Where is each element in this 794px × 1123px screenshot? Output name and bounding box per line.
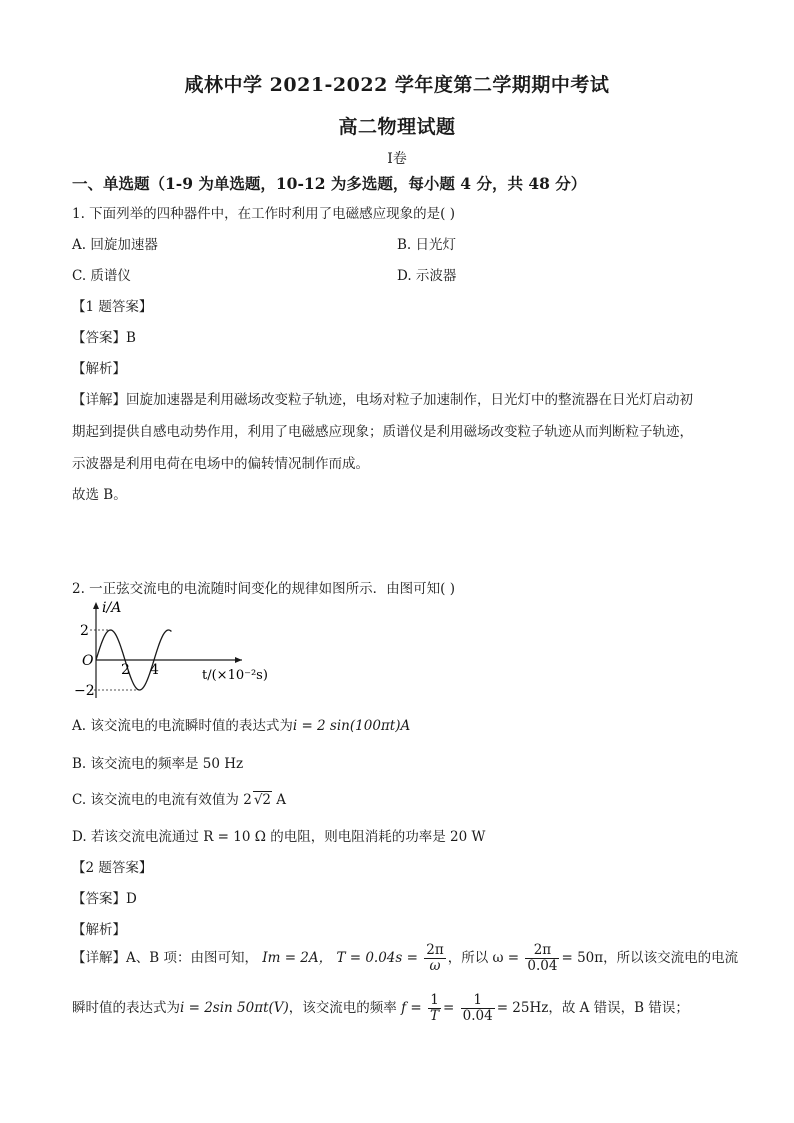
q2-detail-omega-value: = 50π，所以该交流电的电流 (561, 949, 739, 966)
q2-option-b: B. 该交流电的频率是 50 Hz (72, 756, 244, 772)
q1-answer-tag: 【1 题答案】 (72, 299, 153, 315)
q1-detail-line-2: 期起到提供自感电动势作用，利用了电磁感应现象；质谱仪是利用磁场改变粒子轨迹从而判断粒子轨迹， (72, 424, 693, 440)
q2-analysis-tag: 【解析】 (72, 922, 126, 938)
q1-detail-line-3: 示波器是利用电荷在电场中的偏转情况制作而成。 (72, 456, 369, 472)
q2-answer-tag: 【2 题答案】 (72, 860, 153, 876)
sine-current-graph (72, 598, 272, 702)
q2-detail-equals: = (443, 999, 455, 1016)
q1-analysis-tag: 【解析】 (72, 361, 126, 377)
q2-detail-intro: 【详解】A、B 项：由图可知， (72, 949, 258, 966)
q1-detail-line-1: 【详解】回旋加速器是利用磁场改变粒子轨迹，电场对粒子加速制作，日光灯中的整流器在日光灯启动初 (72, 392, 693, 408)
q2-detail-so: ，所以 ω = (447, 949, 520, 966)
q2-option-c-unit: A (272, 792, 287, 808)
q2-option-a (72, 714, 410, 734)
origin-label: O (82, 653, 94, 669)
volume-label: Ⅰ卷 (387, 151, 407, 167)
q2-detail-im: Im = 2A， (262, 949, 333, 966)
q2-option-c (72, 788, 286, 808)
q1-option-d: D. 示波器 (397, 268, 457, 284)
q2-detail-freq-intro: ，该交流电的频率 (288, 999, 397, 1016)
q2-detail-line-1 (72, 943, 738, 974)
q2-answer: 【答案】D (72, 891, 137, 907)
q2-option-d: D. 若该交流电流通过 R = 10 Ω 的电阻，则电阻消耗的功率是 20 W (72, 829, 486, 845)
y-axis-label: i/A (102, 600, 122, 616)
q1-option-a: A. 回旋加速器 (72, 237, 158, 253)
fraction-1-004: $\frac{1}{0.04}$ (462, 992, 493, 1024)
y-tick-label-max: 2 (80, 623, 89, 639)
q2-detail-conclusion: = 25Hz，故 A 错误，B 错误； (496, 999, 689, 1016)
section-heading: 一、单选题（1-9 为单选题，10-12 为多选题，每小题 4 分，共 48 分） (72, 174, 587, 193)
x-axis-label: t/(×10⁻²s) (202, 668, 268, 683)
exam-subtitle: 高二物理试题 (338, 116, 456, 138)
q2-detail-period: T = 0.04s = (336, 949, 418, 966)
q1-answer: 【答案】B (72, 330, 136, 346)
q2-option-c-text: C. 该交流电的电流有效值为 2 (72, 792, 252, 808)
q2-detail-expr-intro: 瞬时值的表达式为 (72, 999, 180, 1016)
q1-option-c: C. 质谱仪 (72, 268, 131, 284)
q2-detail-line-2 (72, 993, 689, 1024)
q2-stem: 2. 一正弦交流电的电流随时间变化的规律如图所示．由图可知( ) (72, 581, 455, 597)
x-tick-label: 4 (150, 662, 159, 678)
x-tick-label: 2 (121, 662, 130, 678)
fraction-2pi-004: $\frac{2\pi}{0.04}$ (527, 942, 558, 974)
y-tick-label-min: −2 (74, 683, 95, 699)
sqrt-two: √2 (253, 792, 272, 808)
q2-option-a-text: A. 该交流电的电流瞬时值的表达式为 (72, 718, 293, 734)
q1-option-b: B. 日光灯 (397, 237, 457, 253)
x-axis-arrow (235, 657, 242, 663)
fraction-2pi-omega: $\frac{2\pi}{\omega}$ (426, 942, 444, 974)
fraction-1-T: $\frac{1}{T}$ (430, 992, 440, 1024)
q2-detail-f: f = (401, 999, 422, 1016)
y-axis-arrow (93, 602, 99, 609)
exam-title: 咸林中学 2021-2022 学年度第二学期期中考试 (184, 74, 610, 96)
sqrt-radicand: 2 (262, 792, 272, 808)
q1-stem: 1. 下面列举的四种器件中，在工作时利用了电磁感应现象的是( ) (72, 206, 455, 222)
q2-option-a-formula: i = 2 sin(100πt)A (292, 718, 411, 734)
q2-detail-expr: i = 2sin 50πt(V) (180, 999, 289, 1016)
q1-conclusion: 故选 B。 (72, 487, 127, 503)
